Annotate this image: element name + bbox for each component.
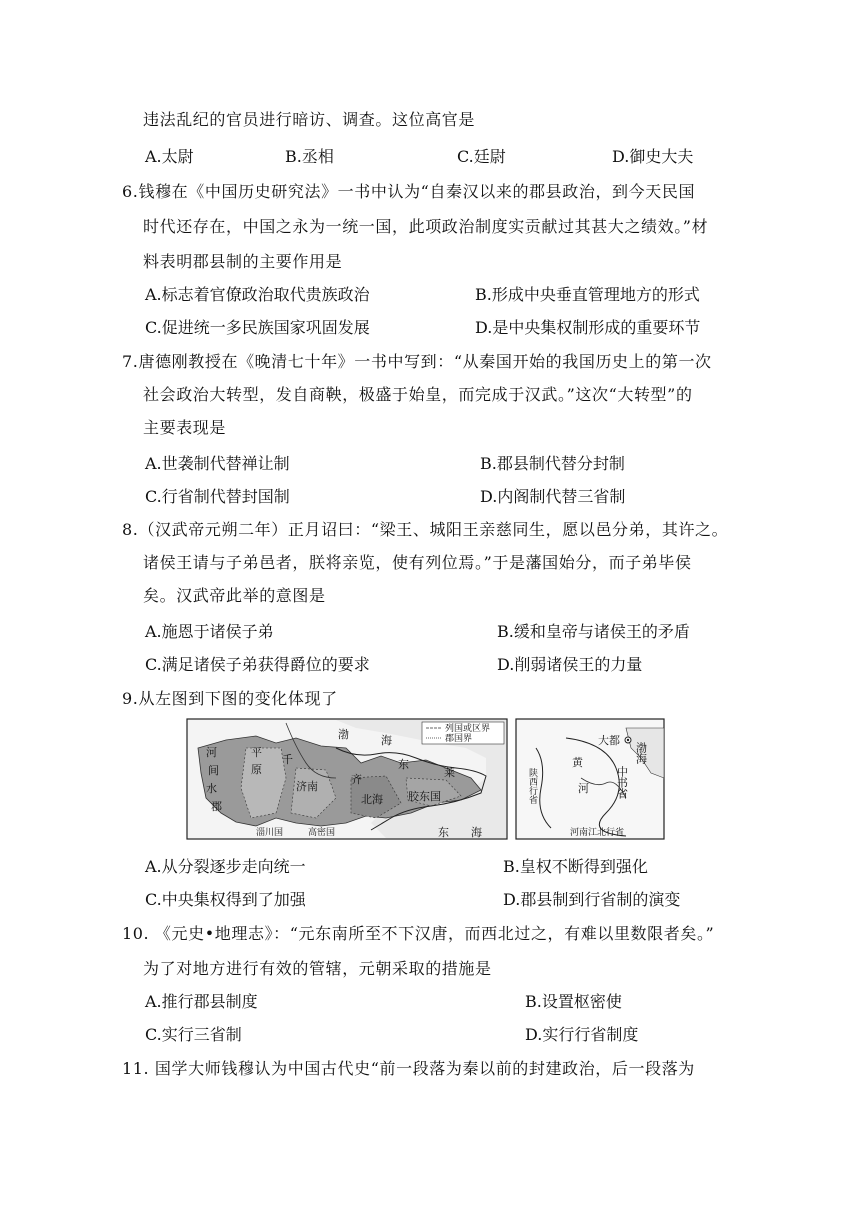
label-gaomi: 高密国 [308, 828, 336, 838]
label-qi: 齐 [351, 773, 362, 786]
q8-option-d: D.削弱诸侯王的力量 [497, 655, 643, 674]
q6-option-c: C.促进统一多民族国家巩固发展 [145, 318, 370, 337]
q10-stem-line-2: 为了对地方进行有效的管辖，元朝采取的措施是 [143, 959, 492, 978]
legend-label-2: 郡国界 [445, 734, 473, 744]
q10-option-c: C.实行三省制 [145, 1025, 242, 1044]
q7-stem-line-1: 7.唐德刚教授在《晚清七十年》一书中写到：“从秦国开始的我国历史上的第一次 [122, 352, 712, 371]
q6-stem-line-1: 6.钱穆在《中国历史研究法》一书中认为“自秦汉以来的郡县政治，到今天民国 [122, 182, 696, 201]
right-map-yuan-provinces [516, 719, 664, 839]
label-jian: 间 [208, 764, 219, 777]
q7-option-a: A.世袭制代替禅让制 [145, 454, 290, 473]
q7-option-b: B.郡县制代替分封制 [480, 454, 625, 473]
q6-stem-line-3: 料表明郡县制的主要作用是 [143, 252, 343, 271]
label-zhongshu: 中书省 [615, 766, 629, 799]
q7-option-c: C.行省制代替封国制 [145, 487, 290, 506]
label-shui: 水 [206, 782, 217, 795]
q7-stem-line-2: 社会政治大转型，发自商鞅，极盛于始皇，而完成于汉武。”这次“大转型”的 [143, 385, 693, 404]
q10-option-b: B.设置枢密使 [525, 992, 622, 1011]
q9-maps-figure [186, 718, 666, 842]
label-shaanxi: 陕西行省 [527, 768, 537, 804]
q5-option-b: B.丞相 [285, 147, 334, 166]
q8-option-b: B.缓和皇帝与诸侯王的矛盾 [497, 622, 690, 641]
q5-option-a: A.太尉 [145, 147, 194, 166]
q8-stem-line-3: 矣。汉武帝此举的意图是 [143, 586, 326, 605]
label-qian: 千 [282, 753, 293, 766]
q9-option-c: C.中央集权得到了加强 [145, 890, 306, 909]
q10-option-d: D.实行行省制度 [525, 1025, 639, 1044]
label-beihai: 北海 [361, 793, 383, 806]
legend-label-1: 列国或区界 [445, 724, 491, 734]
label-zichuan: 淄川国 [256, 828, 284, 838]
label-huang: 黄 [572, 756, 583, 769]
label-jiaodong: 胶东国 [408, 790, 441, 803]
q6-option-d: D.是中央集权制形成的重要环节 [475, 318, 701, 337]
label-dong-sea: 东 [438, 826, 449, 839]
q6-option-b: B.形成中央垂直管理地方的形式 [475, 285, 700, 304]
q9-option-d: D.郡县制到行省制的演变 [503, 890, 681, 909]
q5-stem-continuation: 违法乱纪的官员进行暗访、调查。这位高官是 [143, 110, 476, 129]
label-yuan: 原 [251, 763, 262, 776]
q5-option-c: C.廷尉 [457, 147, 506, 166]
q10-option-a: A.推行郡县制度 [145, 992, 258, 1011]
q9-option-a: A.从分裂逐步走向统一 [145, 857, 306, 876]
q8-stem-line-1: 8.（汉武帝元朔二年）正月诏曰：“梁王、城阳王亲慈同生，愿以邑分弟，其许之。 [122, 520, 729, 539]
label-bo: 渤 [338, 728, 349, 741]
label-dadu: 大都 [598, 734, 620, 747]
q10-stem-line-1: 10. 《元史•地理志》：“元东南所至不下汉唐，而西北过之，有难以里数限者矣。” [122, 924, 715, 943]
label-jinan: 济南 [296, 780, 318, 793]
q6-stem-line-2: 时代还存在，中国之永为一统一国，此项政治制度实贡献过其甚大之绩效。”材 [143, 217, 709, 236]
label-bohai-right: 渤海 [634, 742, 648, 764]
q7-option-d: D.内阁制代替三省制 [480, 487, 626, 506]
q8-option-a: A.施恩于诸侯子弟 [145, 622, 274, 641]
label-hai-1: 海 [381, 734, 392, 747]
q9-stem-line-1: 9.从左图到下图的变化体现了 [122, 689, 338, 708]
q7-stem-line-3: 主要表现是 [143, 418, 227, 437]
label-lai: 莱 [444, 766, 455, 779]
q9-option-b: B.皇权不断得到强化 [503, 857, 648, 876]
label-henan: 河南江北行省 [570, 828, 625, 838]
q11-stem-line-1: 11. 国学大师钱穆认为中国古代史“前一段落为秦以前的封建政治，后一段落为 [122, 1059, 695, 1078]
q5-option-d: D.御史大夫 [612, 147, 694, 166]
label-dong: 东 [398, 758, 409, 771]
label-jun: 郡 [211, 800, 222, 813]
q8-stem-line-2: 诸侯王请与子弟邑者，朕将亲览，使有列位焉。”于是藩国始分，而子弟毕侯 [143, 553, 692, 572]
q8-option-c: C.满足诸侯子弟获得爵位的要求 [145, 655, 370, 674]
left-map-han-fiefdoms [187, 719, 507, 839]
q6-option-a: A.标志着官僚政治取代贵族政治 [145, 285, 370, 304]
label-he: 河 [206, 746, 217, 759]
label-hai-2: 海 [471, 826, 482, 839]
label-ping: 平 [251, 746, 262, 759]
label-he-right: 河 [578, 782, 589, 795]
